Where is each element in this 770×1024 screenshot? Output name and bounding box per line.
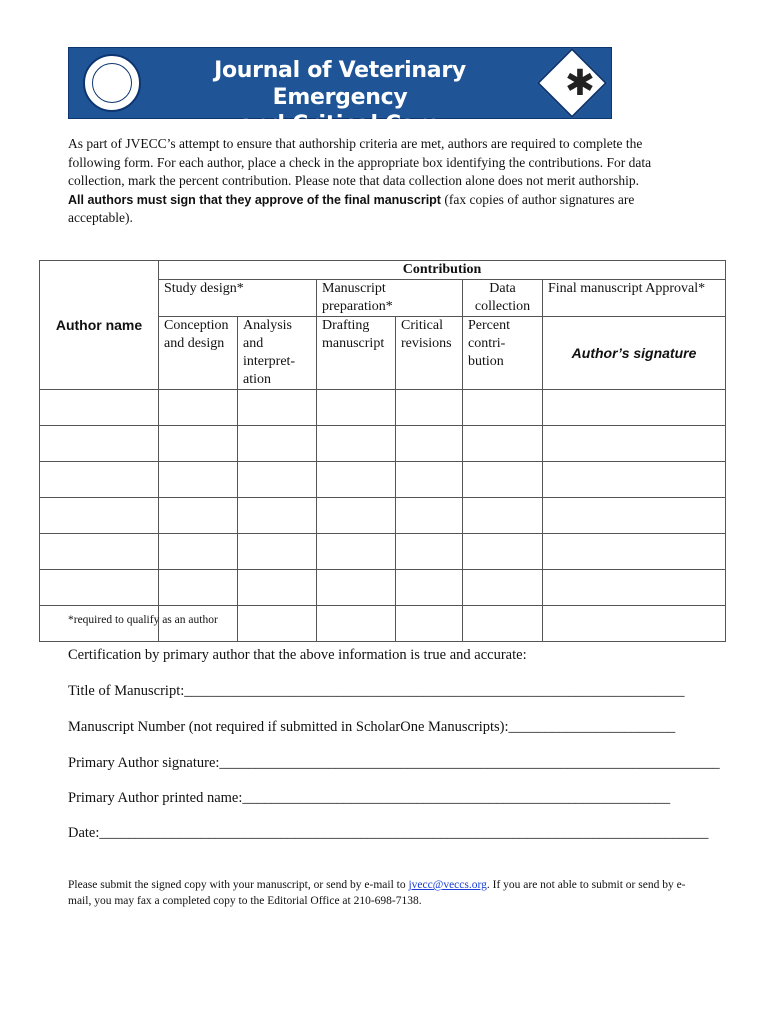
primary-author-signature-field[interactable]: Primary Author signature:_____________________________________________________________________ <box>68 755 720 771</box>
contribution-table <box>39 260 726 642</box>
journal-title: Journal of Veterinary Emergency and Critical Care <box>214 58 466 137</box>
author-name-cell[interactable] <box>40 426 159 462</box>
author-name-cell[interactable] <box>40 390 159 426</box>
drafting-cell[interactable] <box>317 606 396 642</box>
drafting-cell[interactable] <box>317 570 396 606</box>
study-design-header: Study design* <box>159 280 317 317</box>
conception-cell[interactable] <box>159 534 238 570</box>
author-name-cell[interactable] <box>40 570 159 606</box>
analysis-cell[interactable] <box>238 534 317 570</box>
percent-cell[interactable] <box>463 534 543 570</box>
final-approval-header: Final manuscript Approval* <box>543 280 726 317</box>
signature-cell[interactable] <box>543 606 726 642</box>
drafting-header: Drafting manuscript <box>317 317 396 390</box>
signature-cell[interactable] <box>543 534 726 570</box>
drafting-cell[interactable] <box>317 390 396 426</box>
conception-cell[interactable] <box>159 426 238 462</box>
table-row <box>40 390 726 426</box>
journal-banner <box>68 47 612 137</box>
date-field[interactable]: Date:____________________________________________________________________________________ <box>68 825 709 841</box>
author-name-header: Author name <box>40 261 159 390</box>
contribution-header: Contribution <box>159 261 726 280</box>
signature-cell[interactable] <box>543 462 726 498</box>
submission-instructions: Please submit the signed copy with your manuscript, or send by e-mail to jvecc@veccs.org. If you are not able to submit or send by e-mail, you may fax a completed copy to the Editorial Office at 210-698-7138. <box>68 879 686 907</box>
percent-cell[interactable] <box>463 390 543 426</box>
analysis-header: Analysis and interpret-ation <box>238 317 317 390</box>
signature-cell[interactable] <box>543 570 726 606</box>
analysis-cell[interactable] <box>238 462 317 498</box>
conception-cell[interactable] <box>159 498 238 534</box>
drafting-cell[interactable] <box>317 498 396 534</box>
percent-cell[interactable] <box>463 570 543 606</box>
critical-cell[interactable] <box>396 426 463 462</box>
drafting-cell[interactable] <box>317 534 396 570</box>
table-row <box>40 534 726 570</box>
critical-cell[interactable] <box>396 570 463 606</box>
signature-cell[interactable] <box>543 498 726 534</box>
drafting-cell[interactable] <box>317 462 396 498</box>
percent-cell[interactable] <box>463 426 543 462</box>
percent-cell[interactable] <box>463 498 543 534</box>
critical-cell[interactable] <box>396 462 463 498</box>
manuscript-number-field[interactable]: Manuscript Number (not required if submitted in ScholarOne Manuscripts):_______________________ <box>68 719 676 735</box>
percent-header: Percent contri-bution <box>463 317 543 390</box>
critical-revisions-header: Critical revisions <box>396 317 463 390</box>
signature-cell[interactable] <box>543 390 726 426</box>
analysis-cell[interactable] <box>238 390 317 426</box>
society-seal-icon <box>83 54 141 112</box>
table-row <box>40 462 726 498</box>
conception-cell[interactable] <box>159 462 238 498</box>
percent-cell[interactable] <box>463 462 543 498</box>
authors-signature-header: Author’s signature <box>543 317 726 390</box>
table-row <box>40 570 726 606</box>
author-name-cell[interactable] <box>40 462 159 498</box>
percent-cell[interactable] <box>463 606 543 642</box>
signature-cell[interactable] <box>543 426 726 462</box>
required-note: *required to qualify as an author <box>68 614 218 626</box>
intro-text: As part of JVECC’s attempt to ensure that authorship criteria are met, authors are required to complete the following form. For each author, place a check in the appropriate box identifying the contributions. For data collection, mark the percent contribution. Please note that data collection alone does not merit authorship. All authors must sign that they approve of the final manuscript (fax copies of author signatures are acceptable). <box>68 136 652 225</box>
analysis-cell[interactable] <box>238 426 317 462</box>
conception-header: Conception and design <box>159 317 238 390</box>
analysis-cell[interactable] <box>238 570 317 606</box>
conception-cell[interactable] <box>159 390 238 426</box>
critical-cell[interactable] <box>396 606 463 642</box>
star-of-life-icon: ✱ <box>564 63 596 103</box>
analysis-cell[interactable] <box>238 498 317 534</box>
author-name-cell[interactable] <box>40 498 159 534</box>
manuscript-preparation-header: Manuscript preparation* <box>317 280 463 317</box>
drafting-cell[interactable] <box>317 426 396 462</box>
data-collection-header: Data collection <box>463 280 543 317</box>
title-of-manuscript-field[interactable]: Title of Manuscript:_____________________________________________________________________ <box>68 683 685 699</box>
table-row <box>40 498 726 534</box>
author-name-cell[interactable] <box>40 534 159 570</box>
table-row <box>40 426 726 462</box>
conception-cell[interactable] <box>159 570 238 606</box>
critical-cell[interactable] <box>396 390 463 426</box>
critical-cell[interactable] <box>396 498 463 534</box>
primary-author-printed-name-field[interactable]: Primary Author printed name:___________________________________________________________ <box>68 790 671 806</box>
certification-statement: Certification by primary author that the above information is true and accurate: <box>68 647 527 663</box>
critical-cell[interactable] <box>396 534 463 570</box>
email-link[interactable]: jvecc@veccs.org <box>408 879 487 891</box>
analysis-cell[interactable] <box>238 606 317 642</box>
